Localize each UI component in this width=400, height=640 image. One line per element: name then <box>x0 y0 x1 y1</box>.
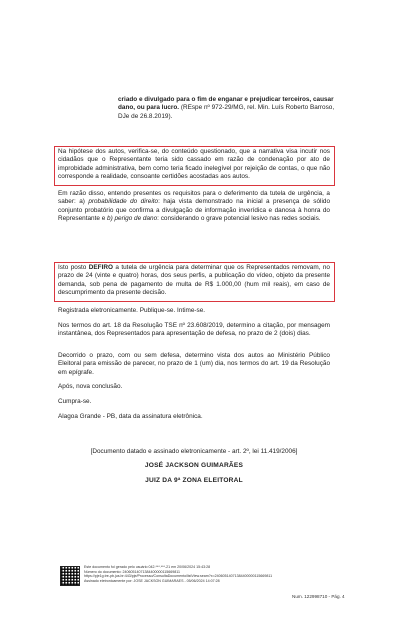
para3-bold: DEFIRO <box>88 264 113 271</box>
document-footer <box>84 565 272 583</box>
para2-text-c: : considerando o grave potencial lesivo nas redes sociais. <box>157 214 321 222</box>
footer-line-1: Este documento foi gerado pelo usuário 042.***.***-21 em 20/06/2024 15:43:28 <box>84 565 211 569</box>
paragraph-facts: Na hipótese dos autos, verifica-se, do conteúdo questionado, que a narrativa visa incutir nos cidadãos que o Representante teria sido cassado em razão de condenação por ato de improbidade administrativa, bem como teria ficado inelegível por rejeição de contas, o que não corresponde a realidade, consoante certidões acostadas aos autos. <box>58 148 330 180</box>
footer-line-4: Assinado eletronicamente por: JOSE JACKSON GUIMARAES - 05/06/2024 14:07:28 <box>84 578 220 583</box>
para3-text-a: Isto posto <box>58 264 89 271</box>
quote-line-1: criado e divulgado para o fim de enganar e prejudicar terceiros, causar <box>118 96 334 103</box>
para3-text-b: a tutela de urgência para determinar que os Representados removam, no prazo de 24 (vinte e quatro) horas, dos seus perfis, a publicação do vídeo, objeto da presente demanda, sob pena de pagamento de multa de R$ 1.000,00 (hum mil reais), em caso de descumprimento da presente decisão. <box>58 264 330 296</box>
signer-role: JUIZ DA 9ª ZONA ELEITORAL <box>145 477 243 484</box>
line-local: Alagoa Grande - PB, data da assinatura eletrônica. <box>58 413 203 420</box>
footer-line-2: Número do documento: 24060514071384400000115669811 <box>84 569 180 574</box>
para2-italic-a: probabilidade do direito <box>88 198 159 206</box>
footer-line-3[interactable]: https://pje1g.tre-pb.jus.br:443/pje/Processo/ConsultaDocumento/listView.seam?x=24060514071384400000115669811 <box>84 574 273 579</box>
signer-name: JOSÉ JACKSON GUIMARÃES <box>144 462 244 469</box>
line-apos: Após, nova conclusão. <box>58 383 123 390</box>
case-law-quote <box>118 96 336 121</box>
paragraph-vista: Decorrido o prazo, com ou sem defesa, determino vista dos autos ao Ministério Público Eleitoral para emissão de parecer, no prazo de 1 (um) dia, nos termos do art. 19 da Resolução em epígrafe. <box>58 352 330 376</box>
paragraph-decision <box>58 264 330 297</box>
quote-line-2-bold: dano, ou para lucro. <box>118 104 180 112</box>
qr-code-icon <box>60 566 80 586</box>
para2-text-a: Em razão disso, entendo presentes os requisitos para o deferimento da tutela de urgência, a saber: a) <box>58 190 330 206</box>
signature-note: [Documento datado e assinado eletronicamente - art. 2º, lei 11.419/2006] <box>90 448 298 455</box>
para2-text-b: : haja vista demonstrado na inicial a presença de sólido conjunto probatório que confirma a divulgação de informação inverídica e danosa à honra do Representante e <box>58 198 330 222</box>
line-registrada: Registrada eletronicamente. Publique-se. Intime-se. <box>58 307 206 314</box>
paragraph-citation: Nos termos do art. 18 da Resolução TSE nº 23.608/2019, determino a citação, por mensagem instantânea, dos Representados para apresentação de defesa, no prazo de 2 (dois) dias. <box>58 322 330 338</box>
quote-line-3: DJe de 26.8.2019). <box>118 112 173 120</box>
line-cumpra: Cumpra-se. <box>58 398 92 405</box>
page-number: Num. 122998710 - Pág. 4 <box>292 594 345 599</box>
para2-italic-b: b) perigo de dano <box>107 214 158 222</box>
quote-line-2-citation: (REspe nº 972-29/MG, rel. Min. Luís Roberto Barroso, <box>179 104 335 112</box>
paragraph-requirements <box>58 190 330 223</box>
